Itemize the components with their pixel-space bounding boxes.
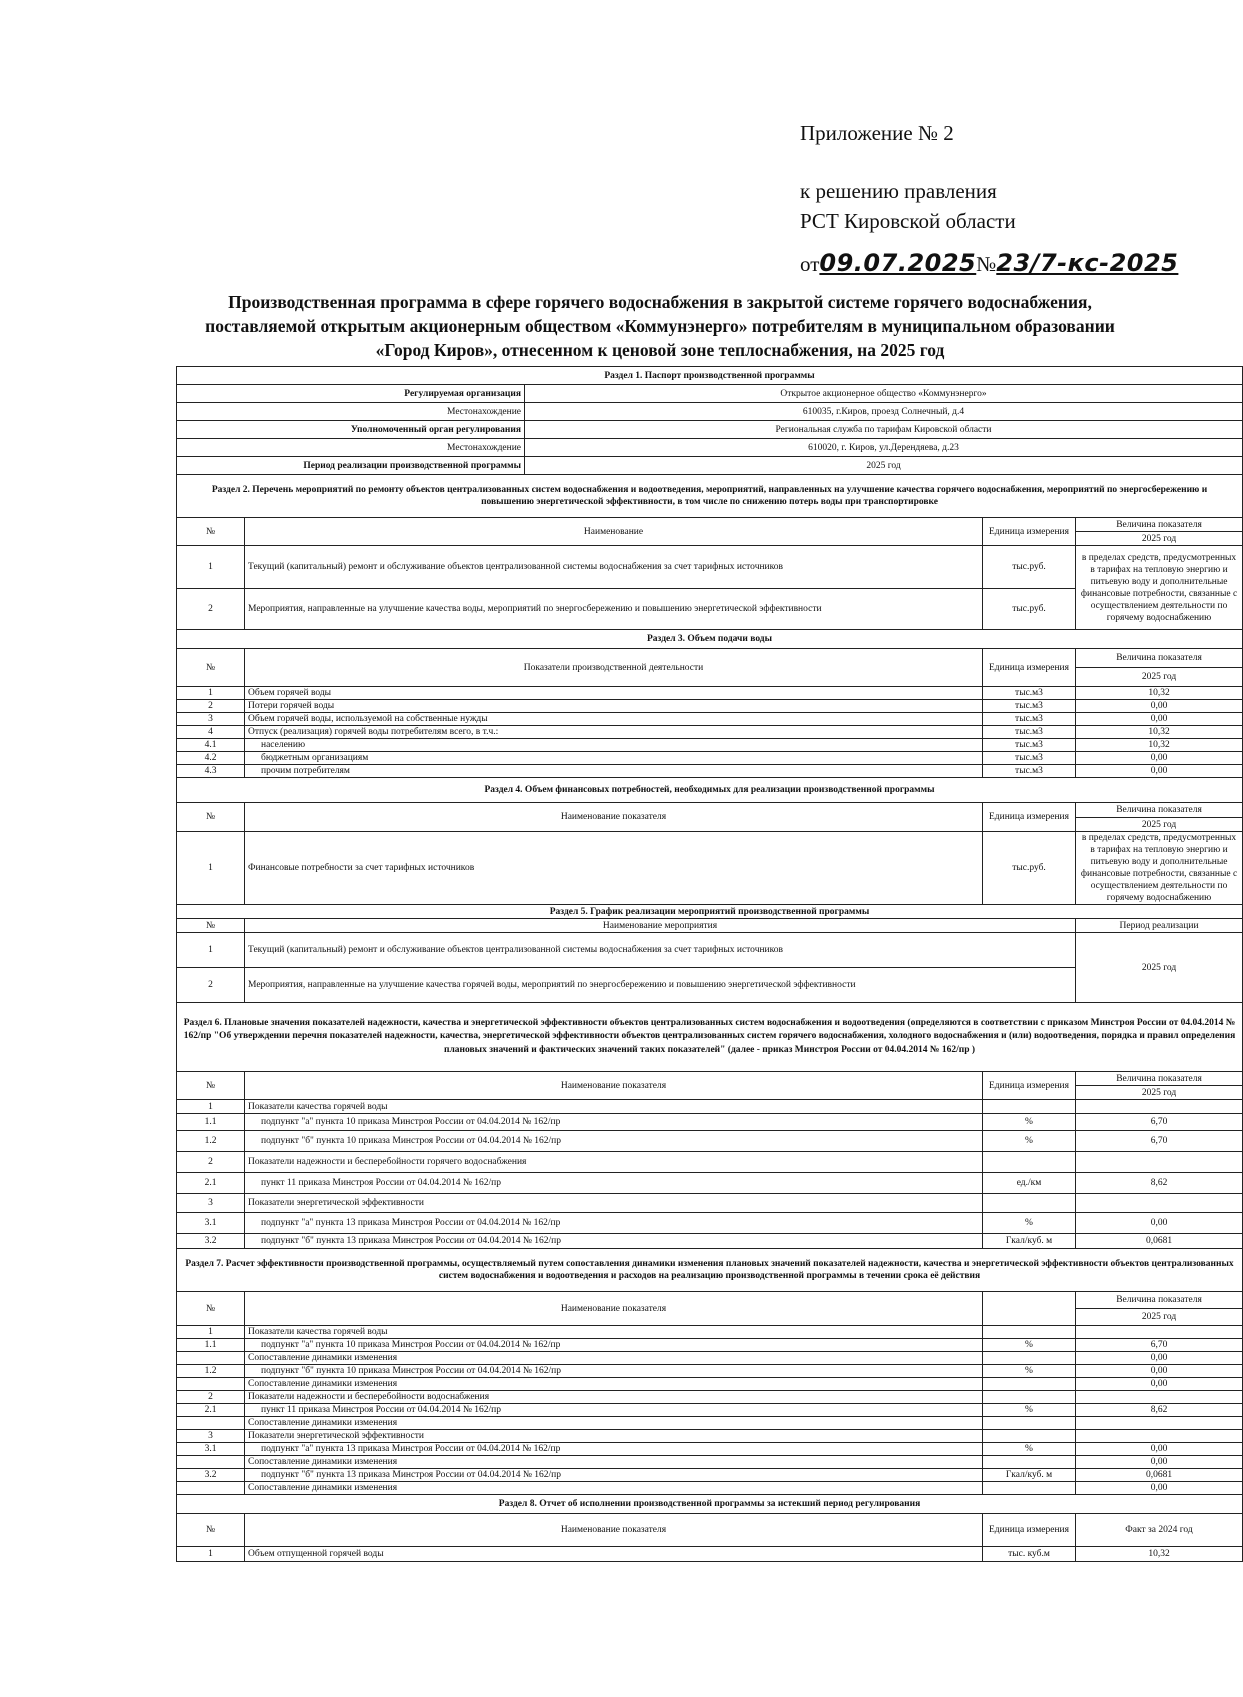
row-unit (983, 1326, 1076, 1339)
row-no: 2 (177, 1152, 245, 1173)
row-name: Сопоставление динамики изменения (245, 1378, 983, 1391)
table-row (177, 1417, 1243, 1430)
row-no: 1 (177, 546, 245, 589)
table-row (177, 1352, 1243, 1365)
table-row (177, 1430, 1243, 1443)
row-no: 3.1 (177, 1443, 245, 1456)
row-value: в пределах средств, предусмотренных в тарифах на тепловую энергию и питьевую воду и дополнительные финансовые потребности, связанные с осуществлением деятельности по горячему водоснабжению (1076, 832, 1243, 905)
table-row (177, 1100, 1243, 1114)
row-value: 0,00 (1076, 1378, 1243, 1391)
row-name: Потери горячей воды (245, 700, 983, 713)
table-row (177, 1404, 1243, 1417)
row-value: 10,32 (1076, 687, 1243, 700)
row-name: подпункт "б" пункта 13 приказа Минстроя России от 04.04.2014 № 162/пр (245, 1469, 983, 1482)
section-3-title: Раздел 3. Объем подачи воды (177, 630, 1243, 649)
appendix-number: Приложение № 2 (800, 121, 954, 145)
row-name: Сопоставление динамики изменения (245, 1417, 983, 1430)
row-value: 6,70 (1076, 1339, 1243, 1352)
row-value: 8,62 (1076, 1404, 1243, 1417)
section-2-title: Раздел 2. Перечень мероприятий по ремонту объектов централизованных систем водоснабжения и водоотведения, мероприятий, направленных на улучшение качества горячего водоснабжения, мероприятий по энергосбережению и повышению энергетической эффективности, в том числе по снижению потерь воды при транспортировке (177, 475, 1243, 518)
row-no (177, 1482, 245, 1495)
row-unit: ед./км (983, 1173, 1076, 1194)
section-3-title-row (177, 630, 1243, 649)
col-header-no: № (177, 919, 245, 933)
row-value (1076, 1326, 1243, 1339)
program-title (180, 290, 1140, 362)
col-header-unit: Единица измерения (983, 518, 1076, 546)
col-header-name: Наименование (245, 518, 983, 546)
section-8-title: Раздел 8. Отчет об исполнении производственной программы за истекший период регулирования (177, 1495, 1243, 1514)
row-unit (983, 1378, 1076, 1391)
table-row (177, 832, 1243, 905)
table-row (177, 1482, 1243, 1495)
section-1-title: Раздел 1. Паспорт производственной программы (177, 367, 1243, 385)
row-value: 10,32 (1076, 726, 1243, 739)
row-name: Объем горячей воды, используемой на собственные нужды (245, 713, 983, 726)
col-header-name: Наименование показателя (245, 1514, 983, 1547)
col-header-no: № (177, 1514, 245, 1547)
passport-value: 610020, г. Киров, ул.Дерендяева, д.23 (525, 439, 1243, 457)
col-header-no: № (177, 1292, 245, 1326)
table-row (177, 933, 1243, 968)
col-header-year: 2025 год (1076, 1086, 1243, 1100)
row-unit: тыс.руб. (983, 589, 1076, 630)
program-table (176, 366, 1243, 1562)
row-unit: тыс. куб.м (983, 1547, 1076, 1562)
passport-row (177, 421, 1243, 439)
col-header-unit: Единица измерения (983, 1072, 1076, 1100)
row-no: 1.1 (177, 1339, 245, 1352)
row-value: 0,0681 (1076, 1234, 1243, 1249)
row-value (1076, 1417, 1243, 1430)
row-name: Финансовые потребности за счет тарифных источников (245, 832, 983, 905)
table-row (177, 546, 1243, 589)
row-value: 6,70 (1076, 1114, 1243, 1131)
col-header-name: Наименование показателя (245, 803, 983, 832)
row-name: Показатели качества горячей воды (245, 1326, 983, 1339)
row-unit: % (983, 1404, 1076, 1417)
row-no: 1 (177, 1547, 245, 1562)
table-row (177, 1131, 1243, 1152)
row-unit (983, 1430, 1076, 1443)
row-value: 0,00 (1076, 1443, 1243, 1456)
col-header-unit-empty (983, 1292, 1076, 1326)
row-no (177, 1378, 245, 1391)
row-no: 4.2 (177, 752, 245, 765)
passport-label: Регулируемая организация (177, 385, 525, 403)
row-value: 6,70 (1076, 1131, 1243, 1152)
col-header-value: Величина показателя (1076, 1292, 1243, 1309)
section-4-title-row (177, 778, 1243, 803)
col-header-year: 2025 год (1076, 532, 1243, 546)
section-4-header-row (177, 803, 1243, 818)
row-value: 0,00 (1076, 1365, 1243, 1378)
table-row (177, 1391, 1243, 1404)
row-unit: % (983, 1114, 1076, 1131)
row-name: подпункт "б" пункта 13 приказа Минстроя России от 04.04.2014 № 162/пр (245, 1234, 983, 1249)
decision-number: 23/7-кс-2025 (996, 249, 1179, 277)
section-5-title-row (177, 905, 1243, 919)
row-no: 2 (177, 589, 245, 630)
title-line-3: «Город Киров», отнесенном к ценовой зоне теплоснабжения, на 2025 год (375, 340, 945, 360)
table-row (177, 1469, 1243, 1482)
row-name: пункт 11 приказа Минстроя России от 04.04.2014 № 162/пр (245, 1173, 983, 1194)
row-value: 0,0681 (1076, 1469, 1243, 1482)
row-name: бюджетным организациям (245, 752, 983, 765)
table-row (177, 1547, 1243, 1562)
row-value (1076, 1430, 1243, 1443)
passport-value: 610035, г.Киров, проезд Солнечный, д.4 (525, 403, 1243, 421)
row-no: 4.3 (177, 765, 245, 778)
section-1-title-row (177, 367, 1243, 385)
row-no: 1.2 (177, 1365, 245, 1378)
row-unit: % (983, 1213, 1076, 1234)
table-row (177, 687, 1243, 700)
row-unit: % (983, 1131, 1076, 1152)
decision-date-line (800, 248, 1178, 279)
row-unit (983, 1391, 1076, 1404)
row-unit: % (983, 1443, 1076, 1456)
row-no (177, 1417, 245, 1430)
table-row (177, 713, 1243, 726)
row-value (1076, 1152, 1243, 1173)
section-8-header-row (177, 1514, 1243, 1547)
passport-value: Открытое акционерное общество «Коммунэнерго» (525, 385, 1243, 403)
decision-date: 09.07.2025 (819, 249, 977, 277)
col-header-name: Показатели производственной деятельности (245, 649, 983, 687)
row-name: Объем отпущенной горячей воды (245, 1547, 983, 1562)
row-no: 3.1 (177, 1213, 245, 1234)
section-7-title: Раздел 7. Расчет эффективности производственной программы, осуществляемый путем сопоставления динамики изменения плановых значений показателей надежности, качества и энергетической эффективности объектов централизованных систем водоснабжения и водоотведения и расходов на реализацию производственной программы в течении срока её действия (177, 1249, 1243, 1292)
table-row (177, 726, 1243, 739)
authority-line: РСТ Кировской области (800, 209, 1016, 233)
row-name: Текущий (капитальный) ремонт и обслуживание объектов централизованной системы водоснабжения за счет тарифных источников (245, 933, 1076, 968)
table-row (177, 1365, 1243, 1378)
table-row (177, 1456, 1243, 1469)
row-no (177, 1456, 245, 1469)
number-sign: № (976, 252, 997, 276)
table-row (177, 1326, 1243, 1339)
row-no: 2 (177, 968, 245, 1003)
table-row (177, 1194, 1243, 1213)
date-prefix: от (800, 252, 820, 276)
row-name: Объем горячей воды (245, 687, 983, 700)
section-7-title-row (177, 1249, 1243, 1292)
table-row (177, 1173, 1243, 1194)
col-header-fact: Факт за 2024 год (1076, 1514, 1243, 1547)
section-2-title-row (177, 475, 1243, 518)
title-line-1: Производственная программа в сфере горячего водоснабжения в закрытой системе горячего водоснабжения, (228, 292, 1092, 312)
passport-label: Уполномоченный орган регулирования (177, 421, 525, 439)
table-row (177, 1339, 1243, 1352)
row-no: 1 (177, 687, 245, 700)
row-unit: тыс.м3 (983, 700, 1076, 713)
row-period: 2025 год (1076, 933, 1243, 1003)
col-header-year: 2025 год (1076, 668, 1243, 687)
col-header-value: Величина показателя (1076, 1072, 1243, 1086)
col-header-no: № (177, 518, 245, 546)
passport-row (177, 439, 1243, 457)
col-header-year: 2025 год (1076, 818, 1243, 832)
row-value: 0,00 (1076, 752, 1243, 765)
table-row (177, 1114, 1243, 1131)
row-name: Показатели энергетической эффективности (245, 1430, 983, 1443)
col-header-no: № (177, 1072, 245, 1100)
section-3-header-row (177, 649, 1243, 668)
row-no: 1.2 (177, 1131, 245, 1152)
row-value (1076, 1194, 1243, 1213)
row-no: 2.1 (177, 1173, 245, 1194)
section-6-title: Раздел 6. Плановые значения показателей надежности, качества и энергетической эффективности объектов централизованных систем водоснабжения и водоотведения (определяются в соответствии с приказом Минстроя России от 04.04.2014 № 162/пр "Об утверждении перечня показателей надежности, качества, энергетической эффективности объектов централизованных систем горячего водоснабжения, холодного водоснабжения и (или) водоотведения, порядка и правил определения плановых значений и фактических значений таких показателей" (далее - приказ Минстроя России от 04.04.2014 № 162/пр ) (177, 1003, 1243, 1072)
row-unit: Гкал/куб. м (983, 1234, 1076, 1249)
row-unit (983, 1417, 1076, 1430)
row-value: в пределах средств, предусмотренных в тарифах на тепловую энергию и питьевую воду и дополнительные финансовые потребности, связанные с осуществлением деятельности по горячему водоснабжению (1076, 546, 1243, 630)
row-no: 3 (177, 713, 245, 726)
row-no: 1 (177, 1326, 245, 1339)
col-header-period: Период реализации (1076, 919, 1243, 933)
col-header-name: Наименование мероприятия (245, 919, 1076, 933)
col-header-name: Наименование показателя (245, 1292, 983, 1326)
row-name: подпункт "б" пункта 10 приказа Минстроя России от 04.04.2014 № 162/пр (245, 1131, 983, 1152)
passport-value: Региональная служба по тарифам Кировской области (525, 421, 1243, 439)
row-name: подпункт "а" пункта 10 приказа Минстроя России от 04.04.2014 № 162/пр (245, 1339, 983, 1352)
row-value: 0,00 (1076, 713, 1243, 726)
table-row (177, 1378, 1243, 1391)
row-name: подпункт "а" пункта 13 приказа Минстроя России от 04.04.2014 № 162/пр (245, 1213, 983, 1234)
section-2-header-row (177, 518, 1243, 532)
row-unit: Гкал/куб. м (983, 1469, 1076, 1482)
row-no: 1 (177, 832, 245, 905)
col-header-no: № (177, 803, 245, 832)
col-header-name: Наименование показателя (245, 1072, 983, 1100)
row-no: 3.2 (177, 1469, 245, 1482)
table-row (177, 752, 1243, 765)
row-unit: тыс.руб. (983, 546, 1076, 589)
passport-row (177, 457, 1243, 475)
section-6-header-row (177, 1072, 1243, 1086)
table-row (177, 765, 1243, 778)
row-no: 3 (177, 1194, 245, 1213)
section-7-header-row (177, 1292, 1243, 1309)
row-no: 1.1 (177, 1114, 245, 1131)
row-unit: % (983, 1365, 1076, 1378)
row-value (1076, 1100, 1243, 1114)
row-name: прочим потребителям (245, 765, 983, 778)
row-unit (983, 1194, 1076, 1213)
row-name: Мероприятия, направленные на улучшение качества горячей воды, мероприятий по энергосбережению и повышению энергетической эффективности (245, 968, 1076, 1003)
row-name: Показатели надежности и бесперебойности водоснабжения (245, 1391, 983, 1404)
section-5-header-row (177, 919, 1243, 933)
row-name: Текущий (капитальный) ремонт и обслуживание объектов централизованной системы водоснабжения за счет тарифных источников (245, 546, 983, 589)
row-no: 3.2 (177, 1234, 245, 1249)
col-header-value: Величина показателя (1076, 803, 1243, 818)
row-no: 1 (177, 933, 245, 968)
row-unit (983, 1456, 1076, 1469)
row-unit: тыс.м3 (983, 687, 1076, 700)
passport-row (177, 385, 1243, 403)
row-value (1076, 1391, 1243, 1404)
table-row (177, 1152, 1243, 1173)
row-value: 8,62 (1076, 1173, 1243, 1194)
row-unit (983, 1152, 1076, 1173)
table-row (177, 1443, 1243, 1456)
table-row (177, 1213, 1243, 1234)
title-line-2: поставляемой открытым акционерным обществом «Коммунэнерго» потребителям в муниципальном образовании (205, 316, 1115, 336)
row-unit: тыс.м3 (983, 739, 1076, 752)
passport-label: Местонахождение (177, 403, 525, 421)
row-name: Показатели качества горячей воды (245, 1100, 983, 1114)
decision-line: к решению правления (800, 179, 997, 203)
row-name: пункт 11 приказа Минстроя России от 04.04.2014 № 162/пр (245, 1404, 983, 1417)
row-no (177, 1352, 245, 1365)
row-no: 2.1 (177, 1404, 245, 1417)
row-unit: тыс.м3 (983, 765, 1076, 778)
row-name: Показатели надежности и бесперебойности горячего водоснабжения (245, 1152, 983, 1173)
row-no: 4 (177, 726, 245, 739)
section-6-title-row (177, 1003, 1243, 1072)
row-unit: тыс.м3 (983, 726, 1076, 739)
row-unit (983, 1100, 1076, 1114)
row-no: 1 (177, 1100, 245, 1114)
row-no: 3 (177, 1430, 245, 1443)
row-name: подпункт "а" пункта 10 приказа Минстроя России от 04.04.2014 № 162/пр (245, 1114, 983, 1131)
row-name: Сопоставление динамики изменения (245, 1482, 983, 1495)
row-unit: тыс.м3 (983, 752, 1076, 765)
row-name: подпункт "б" пункта 10 приказа Минстроя России от 04.04.2014 № 162/пр (245, 1365, 983, 1378)
row-value: 0,00 (1076, 1456, 1243, 1469)
passport-label: Период реализации производственной программы (177, 457, 525, 475)
row-value: 0,00 (1076, 1213, 1243, 1234)
row-name: подпункт "а" пункта 13 приказа Минстроя России от 04.04.2014 № 162/пр (245, 1443, 983, 1456)
row-unit: % (983, 1339, 1076, 1352)
passport-value: 2025 год (525, 457, 1243, 475)
section-4-title: Раздел 4. Объем финансовых потребностей, необходимых для реализации производственной программы (177, 778, 1243, 803)
section-8-title-row (177, 1495, 1243, 1514)
col-header-value: Величина показателя (1076, 649, 1243, 668)
row-value: 0,00 (1076, 765, 1243, 778)
row-name: Сопоставление динамики изменения (245, 1352, 983, 1365)
row-value: 0,00 (1076, 700, 1243, 713)
col-header-unit: Единица измерения (983, 803, 1076, 832)
row-name: населению (245, 739, 983, 752)
row-name: Сопоставление динамики изменения (245, 1456, 983, 1469)
table-row (177, 739, 1243, 752)
row-value: 0,00 (1076, 1352, 1243, 1365)
row-name: Отпуск (реализация) горячей воды потребителям всего, в т.ч.: (245, 726, 983, 739)
col-header-unit: Единица измерения (983, 1514, 1076, 1547)
row-name: Показатели энергетической эффективности (245, 1194, 983, 1213)
row-unit (983, 1352, 1076, 1365)
row-value: 0,00 (1076, 1482, 1243, 1495)
col-header-no: № (177, 649, 245, 687)
row-value: 10,32 (1076, 739, 1243, 752)
passport-label: Местонахождение (177, 439, 525, 457)
row-no: 4.1 (177, 739, 245, 752)
col-header-unit: Единица измерения (983, 649, 1076, 687)
row-value: 10,32 (1076, 1547, 1243, 1562)
row-unit: тыс.руб. (983, 832, 1076, 905)
col-header-year: 2025 год (1076, 1309, 1243, 1326)
table-row (177, 700, 1243, 713)
section-5-title: Раздел 5. График реализации мероприятий производственной программы (177, 905, 1243, 919)
row-unit: тыс.м3 (983, 713, 1076, 726)
row-no: 2 (177, 1391, 245, 1404)
table-row (177, 1234, 1243, 1249)
col-header-value: Величина показателя (1076, 518, 1243, 532)
passport-row (177, 403, 1243, 421)
row-unit (983, 1482, 1076, 1495)
row-no: 2 (177, 700, 245, 713)
row-name: Мероприятия, направленные на улучшение качества воды, мероприятий по энергосбережению и повышению энергетической эффективности (245, 589, 983, 630)
appendix-block (800, 118, 1178, 279)
